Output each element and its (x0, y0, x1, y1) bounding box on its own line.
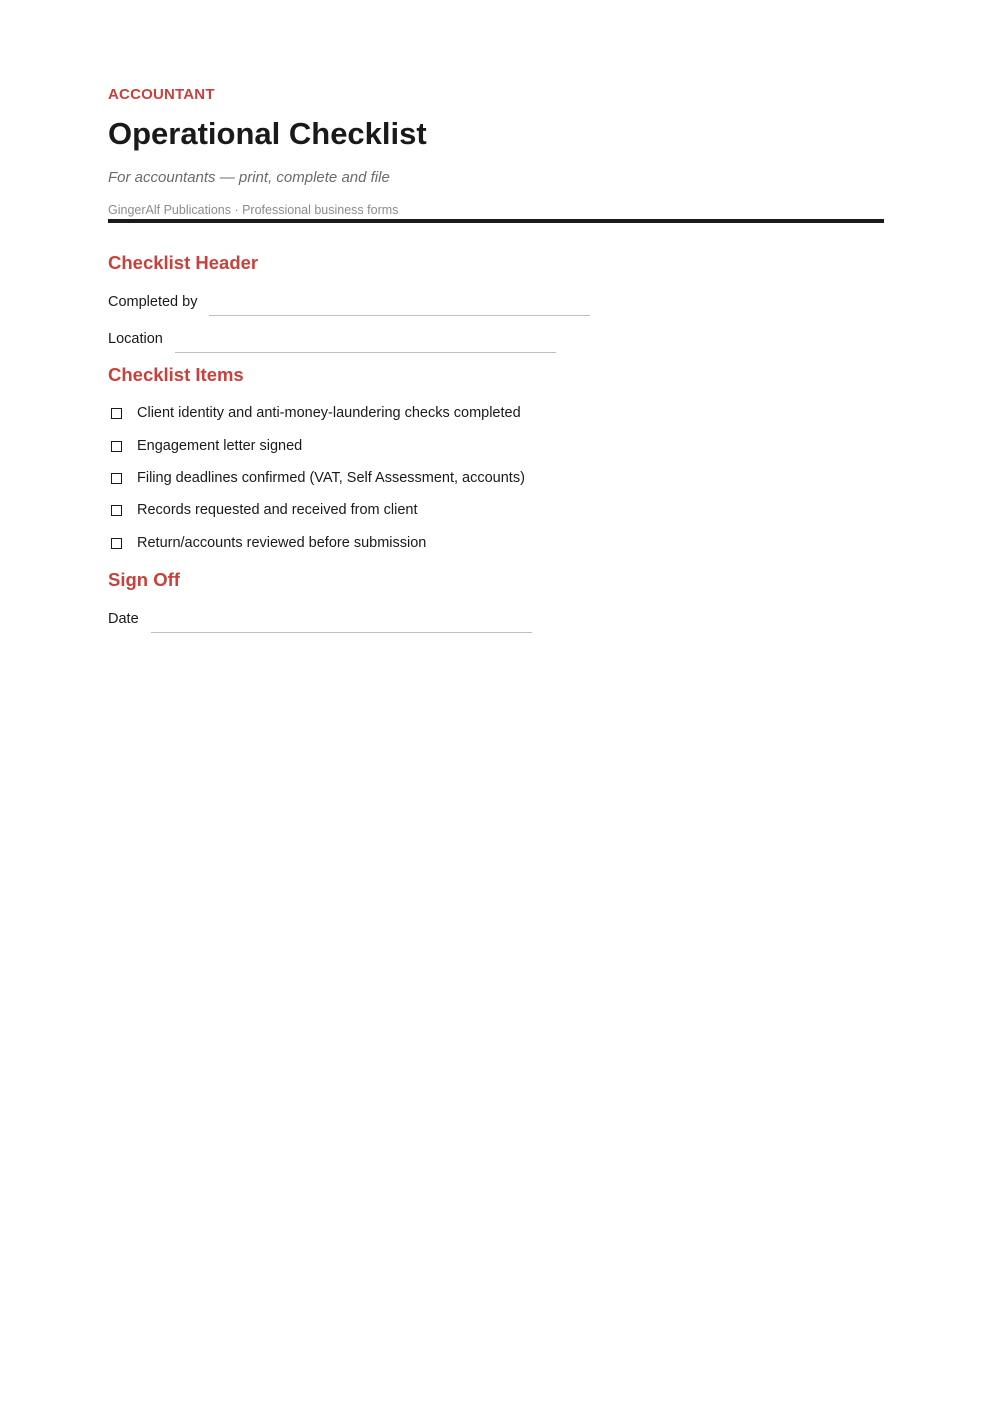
checklist-item[interactable] (108, 403, 521, 423)
checklist-item[interactable] (108, 533, 426, 553)
completed-by-label: Completed by (108, 294, 198, 310)
checkbox-icon[interactable] (111, 538, 122, 549)
date-label: Date (108, 611, 139, 627)
publisher-line: GingerAlf Publications · Professional business forms (108, 203, 399, 217)
checkbox-icon[interactable] (111, 441, 122, 452)
checklist-item-label: Client identity and anti-money-laundering checks completed (137, 405, 521, 421)
checkbox-icon[interactable] (111, 408, 122, 419)
page-subtitle: For accountants — print, complete and file (108, 169, 390, 186)
checklist-item-label: Filing deadlines confirmed (VAT, Self Assessment, accounts) (137, 470, 525, 486)
checklist-item[interactable] (108, 468, 525, 488)
completed-by-field (108, 290, 590, 310)
completed-by-input-line[interactable] (209, 315, 590, 316)
checklist-item[interactable] (108, 436, 302, 456)
checklist-item-label: Return/accounts reviewed before submission (137, 535, 427, 551)
checklist-item[interactable] (108, 500, 417, 520)
section-title-sign-off: Sign Off (108, 569, 180, 590)
section-title-checklist-items: Checklist Items (108, 364, 244, 385)
checklist-item-label: Records requested and received from client (137, 502, 418, 518)
header-divider (108, 219, 884, 223)
location-field (108, 327, 556, 347)
location-input-line[interactable] (175, 352, 556, 353)
checkbox-icon[interactable] (111, 473, 122, 484)
checklist-item-label: Engagement letter signed (137, 438, 303, 454)
category-kicker: ACCOUNTANT (108, 86, 215, 103)
page-title: Operational Checklist (108, 116, 427, 151)
checkbox-icon[interactable] (111, 505, 122, 516)
location-label: Location (108, 331, 163, 347)
date-input-line[interactable] (151, 632, 532, 633)
section-title-checklist-header: Checklist Header (108, 252, 259, 273)
date-field (108, 607, 532, 627)
